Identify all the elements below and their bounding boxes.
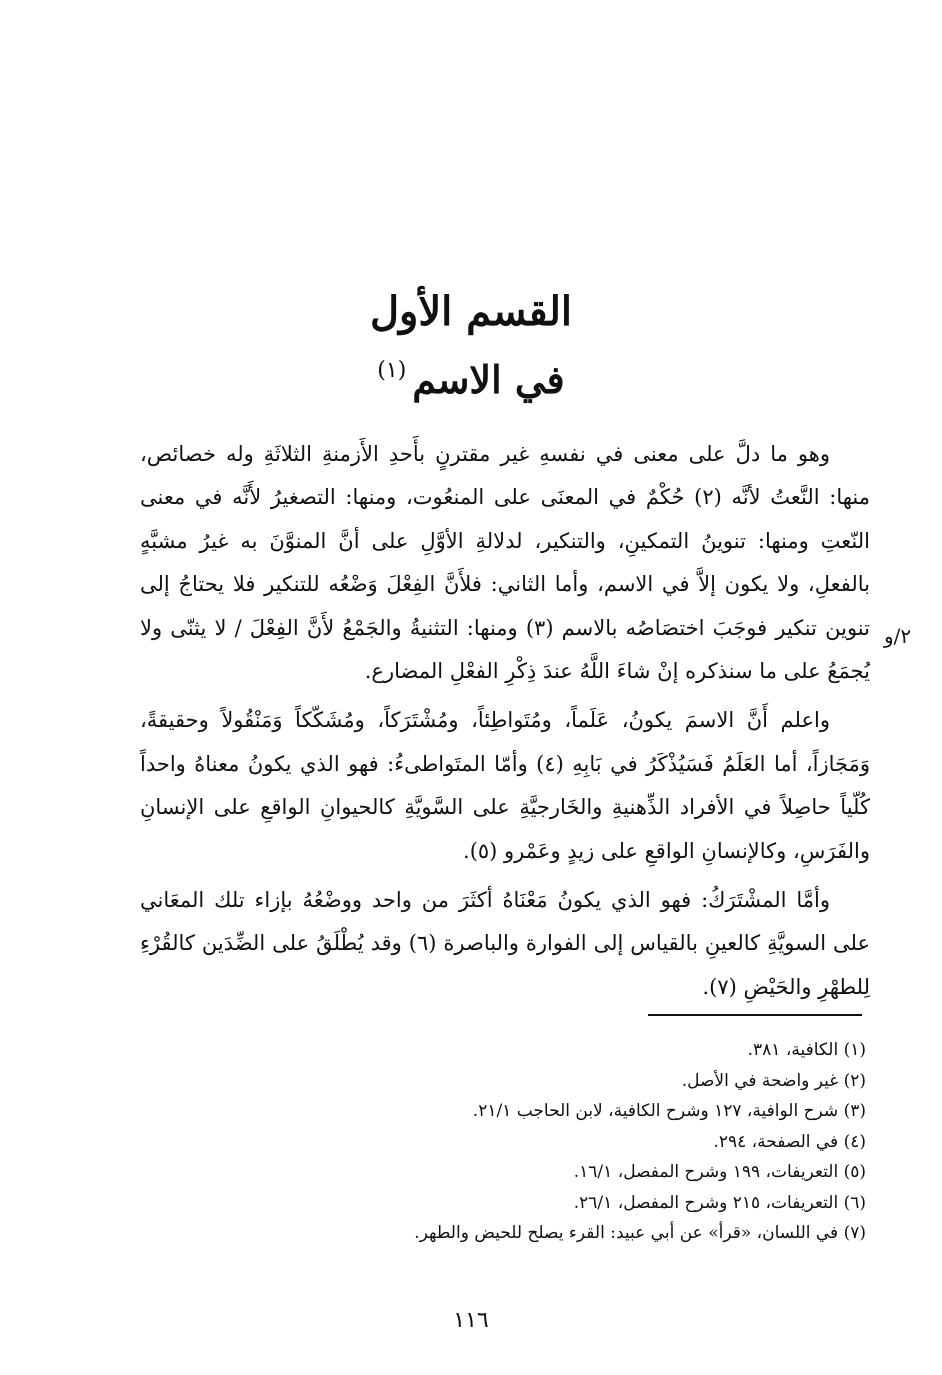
footnote-5: (٥) التعريفات، ١٩٩ وشرح المفصل، ١٦/١. [573,1162,866,1182]
footnotes [166,1035,866,1249]
section-heading [0,282,942,409]
footnote-2: (٢) غير واضحة في الأصل. [681,1070,866,1091]
footnote-3: (٣) شرح الوافية، ١٢٧ وشرح الكافية، لابن الحاجب ٢١/١. [472,1101,866,1121]
section-subtitle [0,342,942,409]
footnote-7: (٧) في اللسان، «قرأ» عن أبي عبيد: القرء يصلح للحيض والطهر. [414,1223,866,1243]
paragraph-3: وأمَّا المشْتَرَكُ: فهو الذي يكونُ مَعْنَاهُ أكثَرَ من واحد ووضْعُهُ بإزاء تلك المعَاني على السويَّةِ كالعينِ بالقياس إلى الفوارة والباصرة (٦) وقد يُطْلَقُ على الضِّدَين كالقُرْءِ لِلطهْرِ والحَيْضِ (٧). [140,888,870,999]
subtitle-text: في الاسم [412,357,565,402]
section-title: القسم الأول [369,288,573,335]
subtitle-footnote-ref: (١) [377,358,407,383]
footnote-6: (٦) التعريفات، ٢١٥ وشرح المفصل، ٢٦/١. [573,1192,866,1213]
paragraph-2: واعلم أَنَّ الاسمَ يكونُ، عَلَماً، ومُتَواطِئاً، ومُشْتَرَكاً، ومُشَكّكاً وَمَنْقُولاً وحقيقةً، وَمَجَازاً، أما العَلَمُ فَسَيُذْكَرُ في بَابِهِ (٤) وأمّا المتَواطىءُ: فهو الذي يكونُ معناهُ واحداً كُلّياً حاصِلاً في الأفراد الذِّهنيةِ والخَارجيَّةِ على السَّويَّةِ كالحيوانِ الواقعِ على الإنسانِ والفَرَسِ، وكالإنسانِ الواقعِ على زيدٍ وعَمْرو (٥). [140,708,870,863]
manuscript-folio-note: ٢/و [884,624,912,648]
main-text [140,433,870,1015]
footnote-1: (١) الكافية، ٣٨١. [747,1040,866,1060]
paragraph-1: وهو ما دلَّ على معنى في نفسهِ غير مقترنٍ بأَحدِ الأَزمنةِ الثلاثَةِ وله خصائص، منها: النَّعتُ لأنَّه (٢) حُكْمٌ في المعنَى على المنعُوت، ومنها: التصغيرُ لأَنَّه في معنى النّعتِ ومنها: تنوينُ التمكينِ، والتنكير، لدلالةِ الأوَّلِ على أنَّ المنوَّنَ به غيرُ مشبَّهٍ بالفعلِ، ولا يكون إلاَّ في الاسم، وأما الثاني: فلأَنَّ الفِعْلَ وَضْعُه للتنكير فلا يحتاجُ إلى تنوين تنكير فوجَبَ اختصَاصُه بالاسم (٣) ومنها: التثنيةُ والجَمْعُ لأَنَّ الفِعْلَ / لا يثنّى ولا يُجمَعُ على ما سنذكره إنْ شاءَ اللَّهُ عندَ ذِكْرِ الفعْلِ المضارع. [140,442,870,684]
footnote-divider [648,1014,862,1016]
footnote-4: (٤) في الصفحة، ٢٩٤. [713,1131,866,1152]
page-number: ١١٦ [453,1308,489,1333]
